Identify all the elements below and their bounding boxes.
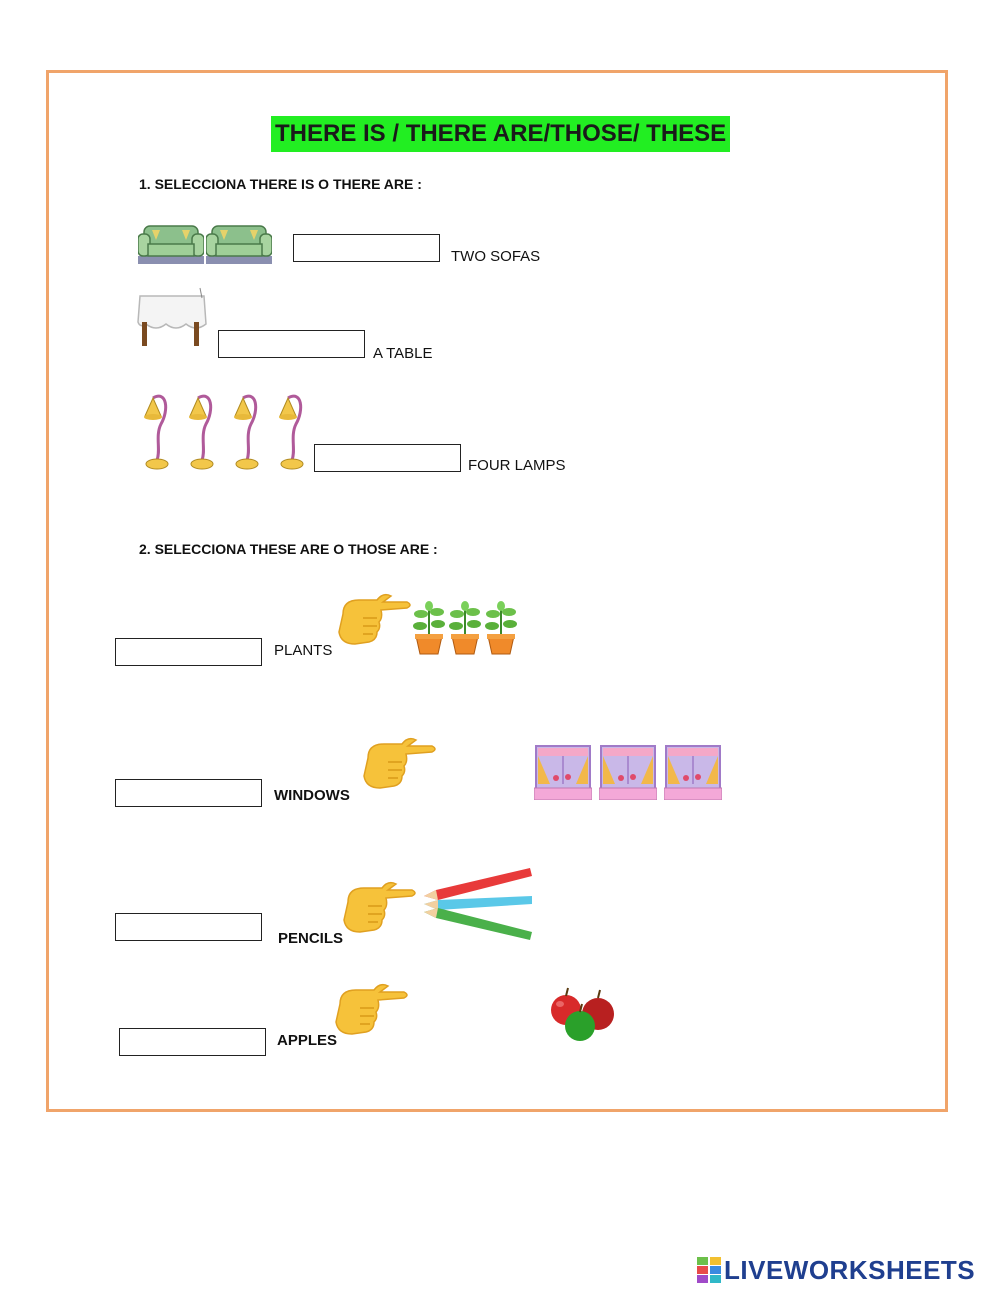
logo-text: LIVEWORKSHEETS [724,1254,976,1285]
answer-input-lamps[interactable] [314,444,461,472]
apples-icon [546,986,618,1046]
table-icon [136,286,208,348]
item-label-windows: WINDOWS [274,787,350,804]
answer-input-table[interactable] [218,330,365,358]
answer-input-pencils[interactable] [115,913,262,941]
lamp-icon [138,390,318,470]
item-label-plants: PLANTS [274,642,333,659]
window-icon [534,744,724,800]
liveworksheets-logo [697,1255,975,1285]
section2-heading: 2. SELECCIONA THESE ARE O THOSE ARE : [139,541,438,557]
answer-input-sofas[interactable] [293,234,440,262]
liveworksheets-logo-icon [697,1257,721,1283]
answer-input-windows[interactable] [115,779,262,807]
pointing-hand-icon [330,978,410,1038]
pointing-hand-icon [338,876,418,936]
answer-input-apples[interactable] [119,1028,266,1056]
section1-heading: 1. SELECCIONA THERE IS O THERE ARE : [139,176,422,192]
item-label-table: A TABLE [373,345,433,362]
worksheet-title: THERE IS / THERE ARE/THOSE/ THESE [271,116,730,152]
pointing-hand-icon [358,732,438,792]
item-label-pencils: PENCILS [278,930,344,947]
item-label-lamps: FOUR LAMPS [468,457,566,474]
item-label-sofas: TWO SOFAS [451,248,541,265]
item-label-apples: APPLES [277,1032,338,1049]
pointing-hand-icon [333,588,413,648]
answer-input-plants[interactable] [115,638,262,666]
plant-pot-icon [412,600,520,656]
colored-pencils-icon [418,866,536,942]
sofa-icon [138,219,272,265]
